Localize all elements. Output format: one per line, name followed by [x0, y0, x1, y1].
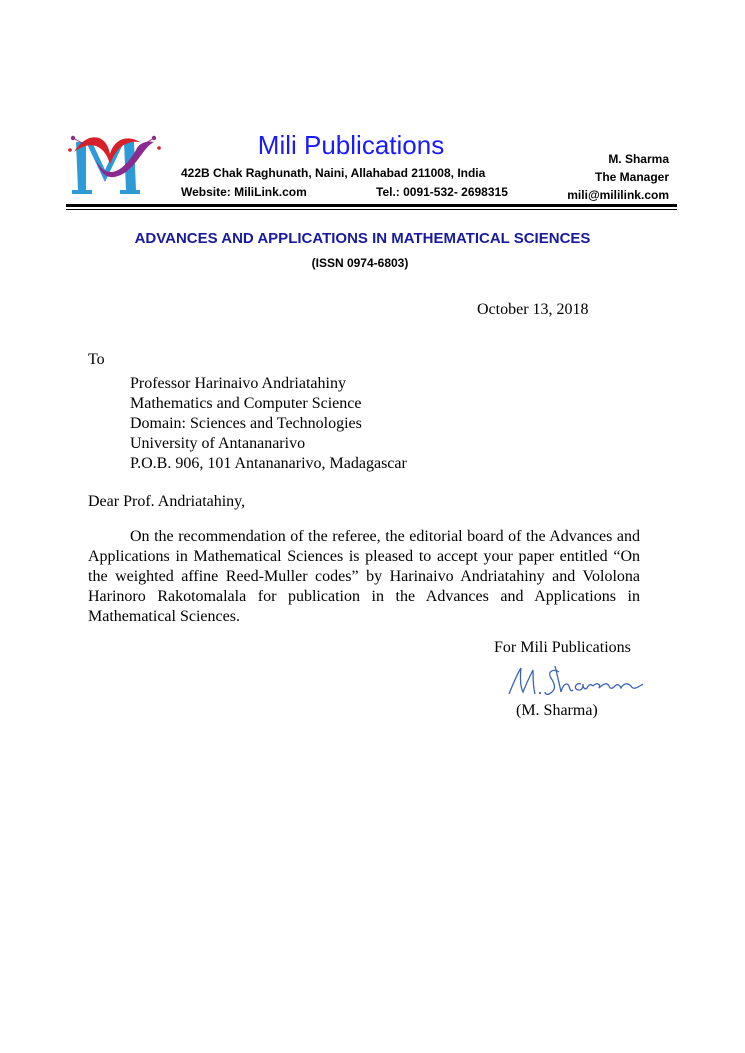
closing: For Mili Publications	[494, 639, 631, 656]
contact-block	[567, 150, 669, 204]
journal-issn: (ISSN 0974-6803)	[311, 256, 409, 270]
signature-image	[503, 660, 648, 702]
recipient-line: P.O.B. 906, 101 Antananarivo, Madagascar	[130, 455, 407, 472]
salutation: Dear Prof. Andriatahiny,	[88, 493, 246, 510]
recipient-address	[130, 374, 407, 474]
recipient-line: Professor Harinaivo Andriatahiny	[130, 375, 346, 392]
contact-email: mili@mililink.com	[567, 188, 669, 202]
letter-body: On the recommendation of the referee, the editorial board of the Advances and Applications in Mathematical Sciences is pleased to accept your paper entitled “On the weighted affine Reed-Muller codes” by Harinaivo Andriatahiny and Vololona Harinoro Rakotomalala for publication in the Advances and Applications in Mathematical Sciences.	[88, 528, 640, 625]
header-rule-thin	[66, 209, 677, 210]
publisher-website: Website: MiliLink.com	[181, 185, 307, 199]
letter-date: October 13, 2018	[477, 301, 589, 318]
contact-name: M. Sharma	[608, 152, 669, 166]
publisher-name: Mili Publications	[257, 130, 445, 160]
journal-title: ADVANCES AND APPLICATIONS IN MATHEMATICAL SCIENCES	[134, 230, 591, 247]
recipient-line: Mathematics and Computer Science	[130, 395, 362, 412]
publisher-address: 422B Chak Raghunath, Naini, Allahabad 211008, India	[181, 166, 486, 180]
to-label: To	[88, 351, 105, 368]
recipient-line: University of Antananarivo	[130, 435, 306, 452]
signatory-name: (M. Sharma)	[516, 702, 598, 719]
recipient-line: Domain: Sciences and Technologies	[130, 415, 362, 432]
mili-publications-logo	[66, 130, 162, 200]
header-rule-thick	[66, 204, 677, 207]
publisher-telephone: Tel.: 0091-532- 2698315	[376, 185, 508, 199]
contact-title: The Manager	[594, 170, 669, 184]
